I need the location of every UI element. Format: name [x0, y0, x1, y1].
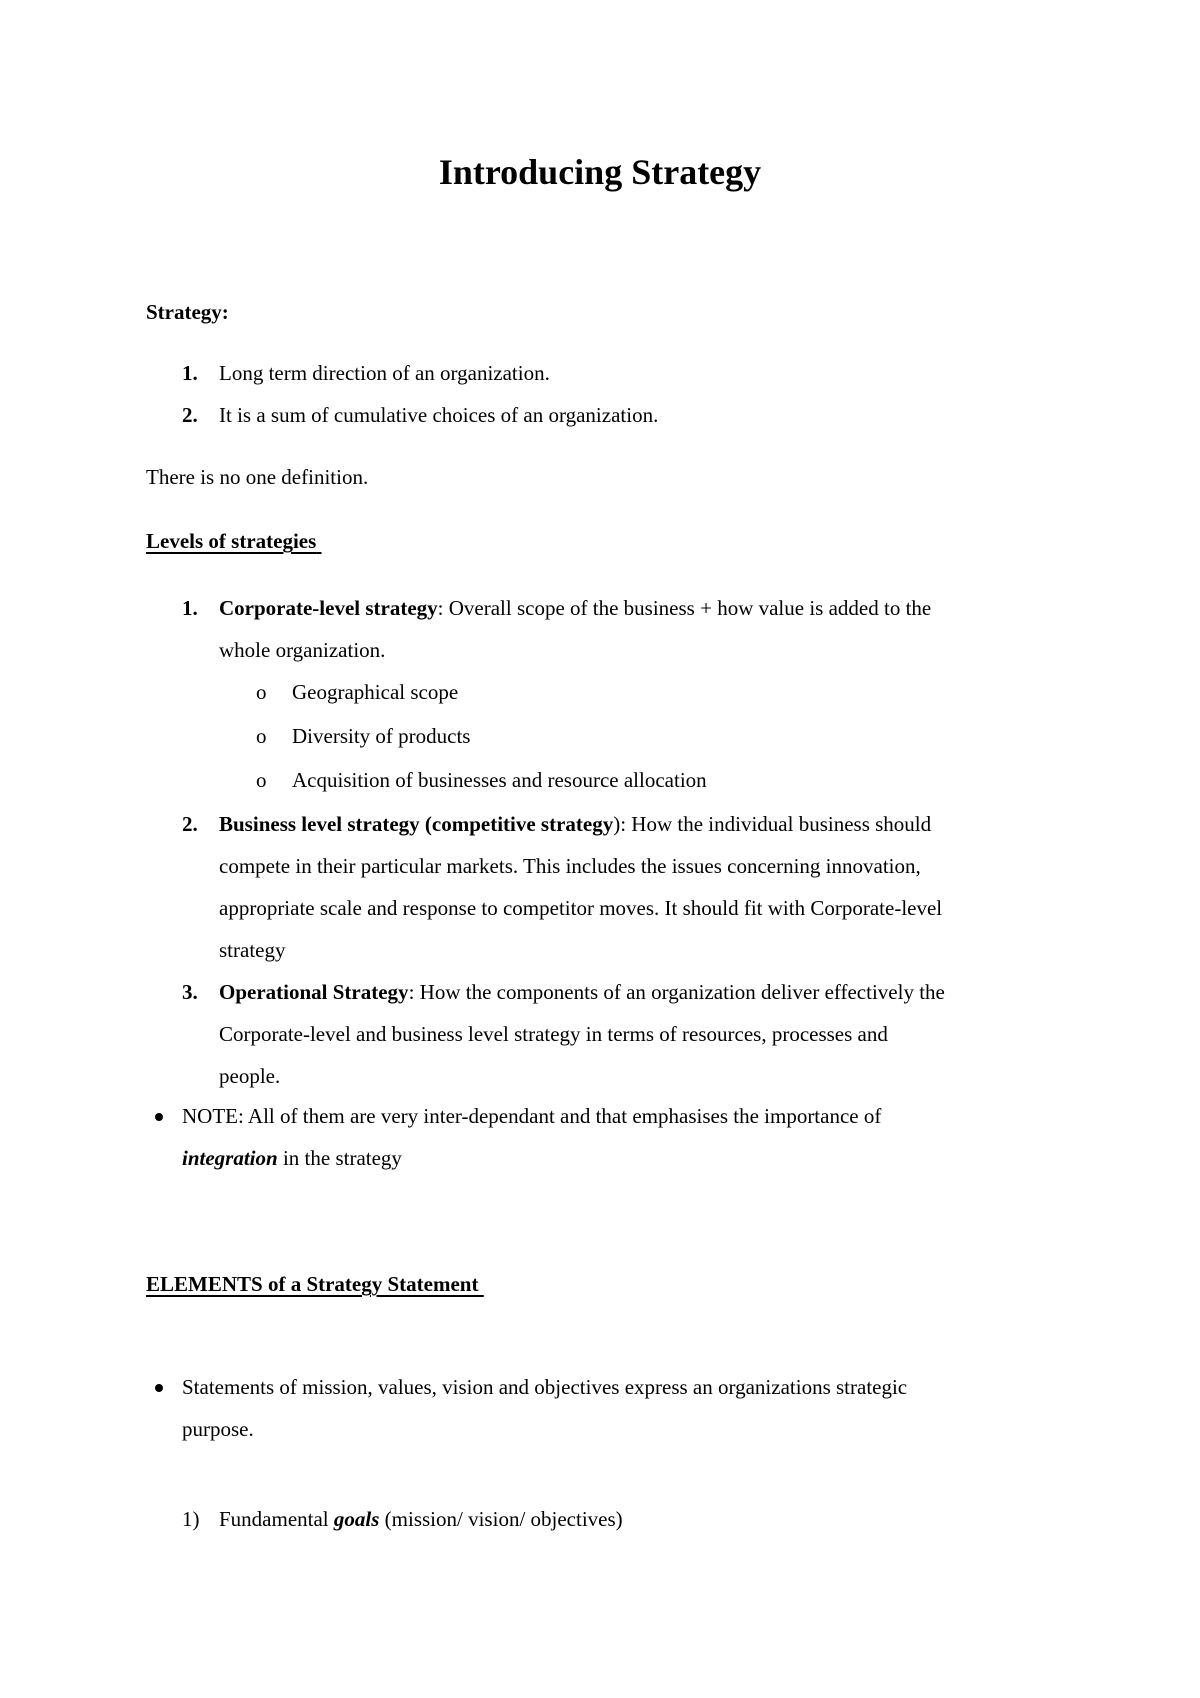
level-item-line: Corporate-level strategy: Overall scope of the business + how value is added to the — [219, 596, 932, 620]
level-item-line: Corporate-level and business level strategy in terms of resources, processes and — [219, 1022, 888, 1046]
sub-list-item: Diversity of products — [292, 724, 471, 748]
bullet-icon — [155, 1113, 163, 1121]
elements-bullet-line: Statements of mission, values, vision and objectives express an organizations strategic — [182, 1375, 908, 1399]
page-title: Introducing Strategy — [438, 152, 762, 192]
level-number: 3. — [182, 980, 198, 1004]
level-item-line: appropriate scale and response to competitor moves. It should fit with Corporate-level — [219, 896, 943, 920]
level-term: Business level strategy (competitive strategy — [219, 812, 614, 836]
sub-list-item: Geographical scope — [292, 680, 459, 704]
emphasis-text: integration — [182, 1146, 278, 1170]
strategy-point-text: It is a sum of cumulative choices of an organization. — [219, 403, 659, 427]
goals-number: 1) — [182, 1507, 200, 1531]
circle-bullet-icon: o — [256, 768, 267, 792]
level-number: 2. — [182, 812, 198, 836]
circle-bullet-icon: o — [256, 724, 267, 748]
strategy-point-number: 2. — [182, 403, 198, 427]
level-item-line: strategy — [219, 938, 286, 962]
level-item-line: people. — [219, 1064, 281, 1088]
level-number: 1. — [182, 596, 198, 620]
sub-list-item: Acquisition of businesses and resource allocation — [292, 768, 707, 792]
note-line: NOTE: All of them are very inter-dependant and that emphasises the importance of — [182, 1104, 882, 1128]
level-item-line: whole organization. — [219, 638, 386, 662]
note-line: integration in the strategy — [182, 1146, 402, 1170]
no-definition-text: There is no one definition. — [146, 465, 369, 489]
level-item-line: compete in their particular markets. This includes the issues concerning innovation, — [219, 854, 921, 878]
circle-bullet-icon: o — [256, 680, 267, 704]
elements-heading: ELEMENTS of a Strategy Statement — [146, 1272, 479, 1296]
levels-heading: Levels of strategies — [146, 529, 317, 553]
strategy-point-number: 1. — [182, 361, 198, 385]
strategy-label: Strategy: — [146, 300, 229, 324]
strategy-point-text: Long term direction of an organization. — [219, 361, 550, 385]
level-term: Operational Strategy — [219, 980, 409, 1004]
emphasis-text: goals — [333, 1507, 380, 1531]
elements-bullet-line: purpose. — [182, 1417, 254, 1441]
bullet-icon — [155, 1384, 163, 1392]
level-term: Corporate-level strategy — [219, 596, 438, 620]
level-item-line: Operational Strategy: How the components of an organization deliver effectively the — [219, 980, 945, 1004]
level-item-line: Business level strategy (competitive strategy): How the individual business should — [219, 812, 932, 836]
goals-item: Fundamental goals (mission/ vision/ objectives) — [219, 1507, 623, 1531]
